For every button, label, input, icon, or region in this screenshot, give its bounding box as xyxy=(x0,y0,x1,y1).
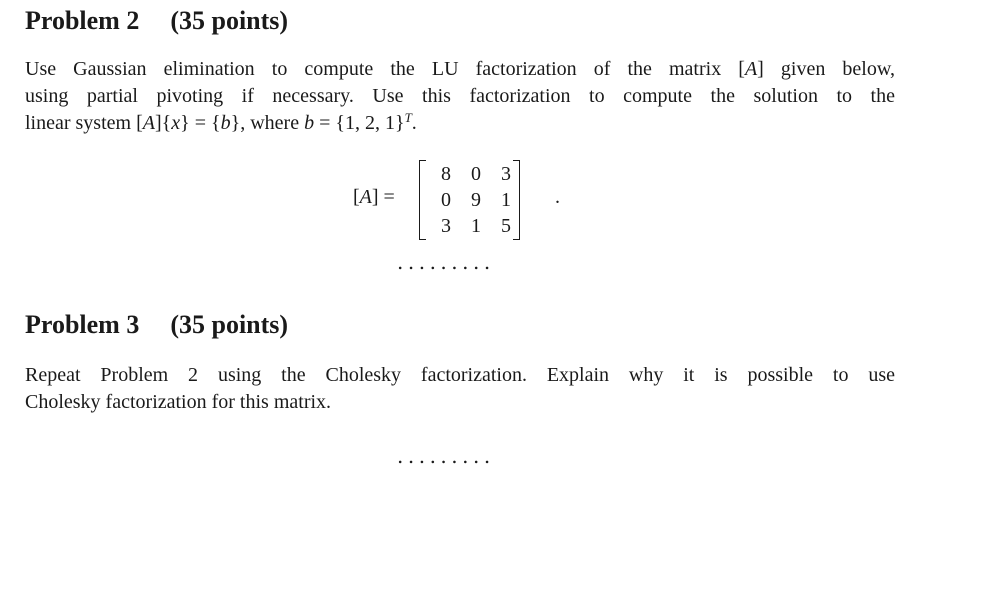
matrix-cell: 3 xyxy=(441,215,451,237)
matrix-cell: 9 xyxy=(471,189,481,211)
text-run: Use Gaussian elimination to compute the LU factorization of the matrix [ xyxy=(25,58,745,80)
matrix-left-bracket xyxy=(419,160,426,240)
text-run: }, where xyxy=(230,112,305,134)
problem-2-separator: ......... xyxy=(397,250,495,274)
text-run: = {1, 2, 1} xyxy=(314,112,405,134)
math-variable: A xyxy=(142,112,155,134)
text-run: Repeat Problem 2 using the Cholesky factorization. Explain why it is possible to use xyxy=(25,364,895,386)
matrix-trailing-period: . xyxy=(555,186,560,208)
problem-2-line-2 xyxy=(25,83,895,110)
matrix-cell: 0 xyxy=(471,163,481,185)
problem-3-points: (35 points) xyxy=(170,310,289,339)
matrix-right-bracket xyxy=(513,160,520,240)
problem-3-line-1 xyxy=(25,362,895,389)
text-run: } = { xyxy=(180,112,221,134)
problem-2-line-3 xyxy=(25,110,895,137)
problem-3-text xyxy=(25,362,895,416)
problem-2-points: (35 points) xyxy=(170,6,289,35)
text-run: Cholesky factorization for this matrix. xyxy=(25,391,332,413)
matrix-cell: 3 xyxy=(501,163,511,185)
problem-3-title: Problem 3 xyxy=(25,310,140,339)
problem-2-title: Problem 2 xyxy=(25,6,140,35)
matrix-grid xyxy=(431,161,521,239)
matrix-lhs-close: ] = xyxy=(371,186,395,208)
matrix-cell: 1 xyxy=(471,215,481,237)
text-run: linear system [ xyxy=(25,112,143,134)
matrix-lhs-open: [ xyxy=(353,186,360,208)
matrix-lhs-var: A xyxy=(359,186,372,208)
matrix-lhs xyxy=(353,186,395,209)
math-variable: x xyxy=(171,112,181,134)
problem-3-line-2 xyxy=(25,389,895,416)
problem-2-text xyxy=(25,56,895,137)
problem-3-separator: ......... xyxy=(397,444,495,468)
math-variable: b xyxy=(220,112,231,134)
matrix-cell: 1 xyxy=(501,189,511,211)
text-run: . xyxy=(411,112,417,134)
text-run: ] given below, xyxy=(757,58,895,80)
problem-3-heading xyxy=(25,312,288,338)
text-run: ]{ xyxy=(154,112,172,134)
superscript: T xyxy=(404,110,412,125)
math-variable: b xyxy=(304,112,315,134)
matrix-cell: 8 xyxy=(441,163,451,185)
matrix-cell: 0 xyxy=(441,189,451,211)
matrix-cell: 5 xyxy=(501,215,511,237)
problem-2-line-1 xyxy=(25,56,895,83)
math-variable: A xyxy=(744,58,758,80)
text-run: using partial pivoting if necessary. Use this factorization to compute the solution to the xyxy=(25,85,895,107)
problem-2-heading xyxy=(25,8,288,34)
